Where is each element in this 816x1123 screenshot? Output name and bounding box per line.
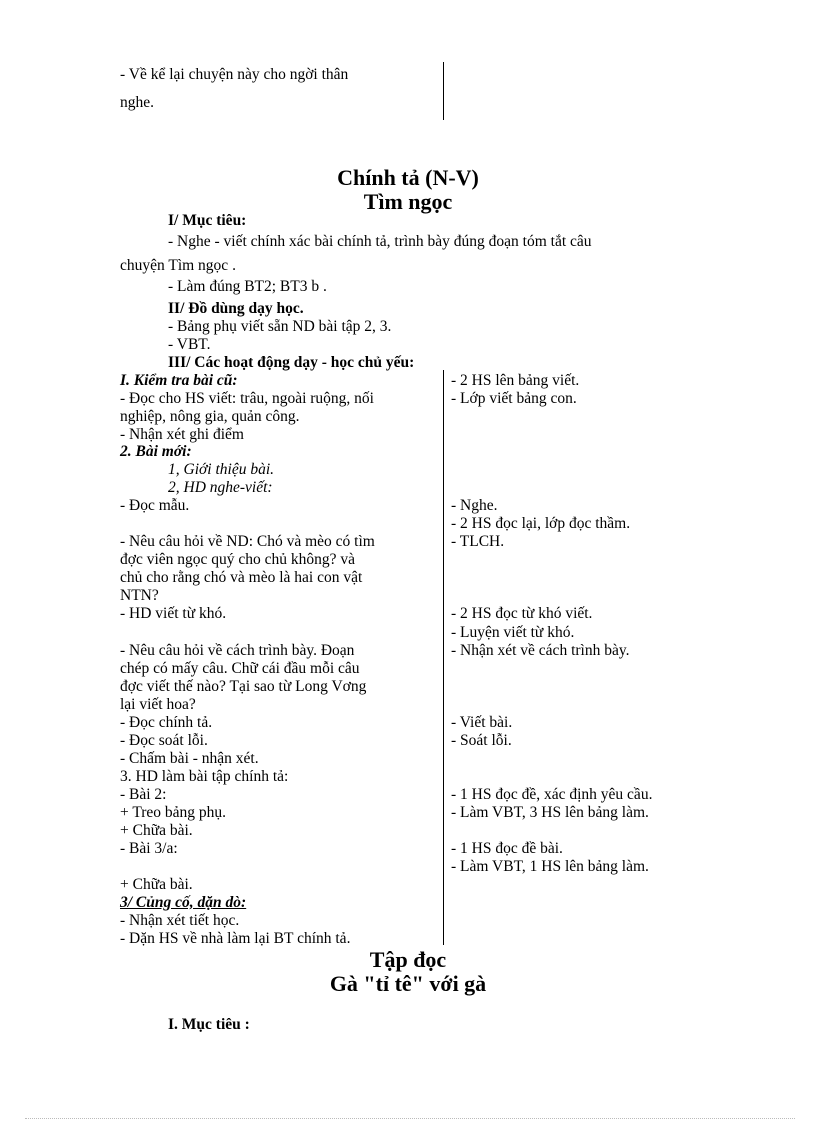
right-item-1: - 2 HS lên bảng viết. <box>451 372 580 389</box>
trinh-bay-line-1: - Nêu câu hỏi về cách trình bày. Đoạn <box>120 642 355 659</box>
lesson1-subtitle: Tìm ngọc <box>363 189 453 214</box>
objective-1-line-1: - Nghe - viết chính xác bài chính tả, trình bày đúng đoạn tóm tắt câu <box>168 233 592 250</box>
right-item-12: - Làm VBT, 3 HS lên bảng làm. <box>451 804 649 821</box>
right-item-11: - 1 HS đọc đề, xác định yêu cầu. <box>451 786 653 803</box>
column-divider-top <box>443 62 444 120</box>
top-line-1: - Về kể lại chuyện này cho ngời thân <box>120 66 349 83</box>
doc-soat-loi: - Đọc soát lỗi. <box>120 732 208 749</box>
bai-moi-heading: 2. Bài mới: <box>120 443 192 460</box>
cau-hoi-nd-line-4: NTN? <box>120 587 159 604</box>
right-item-5: - TLCH. <box>451 533 505 550</box>
chua-bai-1: + Chữa bài. <box>120 822 193 839</box>
gioi-thieu-bai: 1, Giới thiệu bài. <box>168 461 275 478</box>
doc-viet-line-2: nghiệp, nông gia, quản công. <box>120 408 300 425</box>
right-item-2: - Lớp viết bảng con. <box>451 390 577 407</box>
materials-heading: II/ Đồ dùng dạy học. <box>168 300 304 317</box>
cham-bai: - Chấm bài - nhận xét. <box>120 750 259 767</box>
bai-3a: - Bài 3/a: <box>120 840 178 857</box>
activities-heading: III/ Các hoạt động dạy - học chủ yếu: <box>168 354 415 371</box>
cau-hoi-nd-line-1: - Nêu câu hỏi về ND: Chó và mèo có tìm <box>120 533 375 550</box>
right-item-6: - 2 HS đọc từ khó viết. <box>451 605 593 622</box>
cau-hoi-nd-line-2: đợc viên ngọc quý cho chủ không? và <box>120 551 356 568</box>
cung-co-heading: 3/ Củng cố, dặn dò: <box>120 894 247 911</box>
right-item-4: - 2 HS đọc lại, lớp đọc thầm. <box>451 515 631 532</box>
hd-nghe-viet: 2, HD nghe-viết: <box>168 479 273 496</box>
column-divider <box>443 370 444 945</box>
doc-mau: - Đọc mẫu. <box>120 497 190 514</box>
lesson2-objectives-heading: I. Mục tiêu : <box>168 1016 250 1033</box>
chua-bai-2: + Chữa bài. <box>120 876 193 893</box>
right-item-10: - Soát lỗi. <box>451 732 512 749</box>
nhan-xet-tiet-hoc: - Nhận xét tiết học. <box>120 912 240 929</box>
dan-hs: - Dặn HS về nhà làm lại BT chính tả. <box>120 930 351 947</box>
objective-1-line-2: chuyện Tìm ngọc . <box>120 257 236 274</box>
bai-2: - Bài 2: <box>120 786 167 803</box>
nhan-xet-diem: - Nhận xét ghi điểm <box>120 426 244 443</box>
doc-viet-line-1: - Đọc cho HS viết: trâu, ngoài ruộng, nối <box>120 390 374 407</box>
right-item-8: - Nhận xét về cách trình bày. <box>451 642 630 659</box>
lesson2-title: Tập đọc <box>369 947 447 972</box>
kiem-tra-heading: I. Kiểm tra bài cũ: <box>120 372 238 389</box>
trinh-bay-line-3: đợc viết thế nào? Tại sao từ Long Vơng <box>120 678 367 695</box>
treo-bang-phu: + Treo bảng phụ. <box>120 804 227 821</box>
lesson1-title: Chính tả (N-V) <box>337 165 479 190</box>
trinh-bay-line-2: chép có mấy câu. Chữ cái đầu mỗi câu <box>120 660 360 677</box>
right-item-14: - Làm VBT, 1 HS lên bảng làm. <box>451 858 649 875</box>
material-1: - Bảng phụ viết sẵn ND bài tập 2, 3. <box>168 318 392 335</box>
material-2: - VBT. <box>168 336 211 353</box>
hd-bai-tap: 3. HD làm bài tập chính tả: <box>120 768 289 785</box>
right-item-3: - Nghe. <box>451 497 498 514</box>
right-item-7: - Luyện viết từ khó. <box>451 624 575 641</box>
top-line-2: nghe. <box>120 94 155 111</box>
right-item-13: - 1 HS đọc đề bài. <box>451 840 563 857</box>
objectives-heading: I/ Mục tiêu: <box>168 212 247 229</box>
objective-2: - Làm đúng BT2; BT3 b . <box>168 278 327 295</box>
right-item-9: - Viết bài. <box>451 714 513 731</box>
doc-chinh-ta: - Đọc chính tả. <box>120 714 213 731</box>
page-bottom-rule <box>25 1118 795 1119</box>
cau-hoi-nd-line-3: chủ cho rằng chó và mèo là hai con vật <box>120 569 363 586</box>
hd-tu-kho: - HD viết từ khó. <box>120 605 227 622</box>
lesson2-subtitle: Gà "tỉ tê" với gà <box>329 971 487 996</box>
trinh-bay-line-4: lại viết hoa? <box>120 696 196 713</box>
